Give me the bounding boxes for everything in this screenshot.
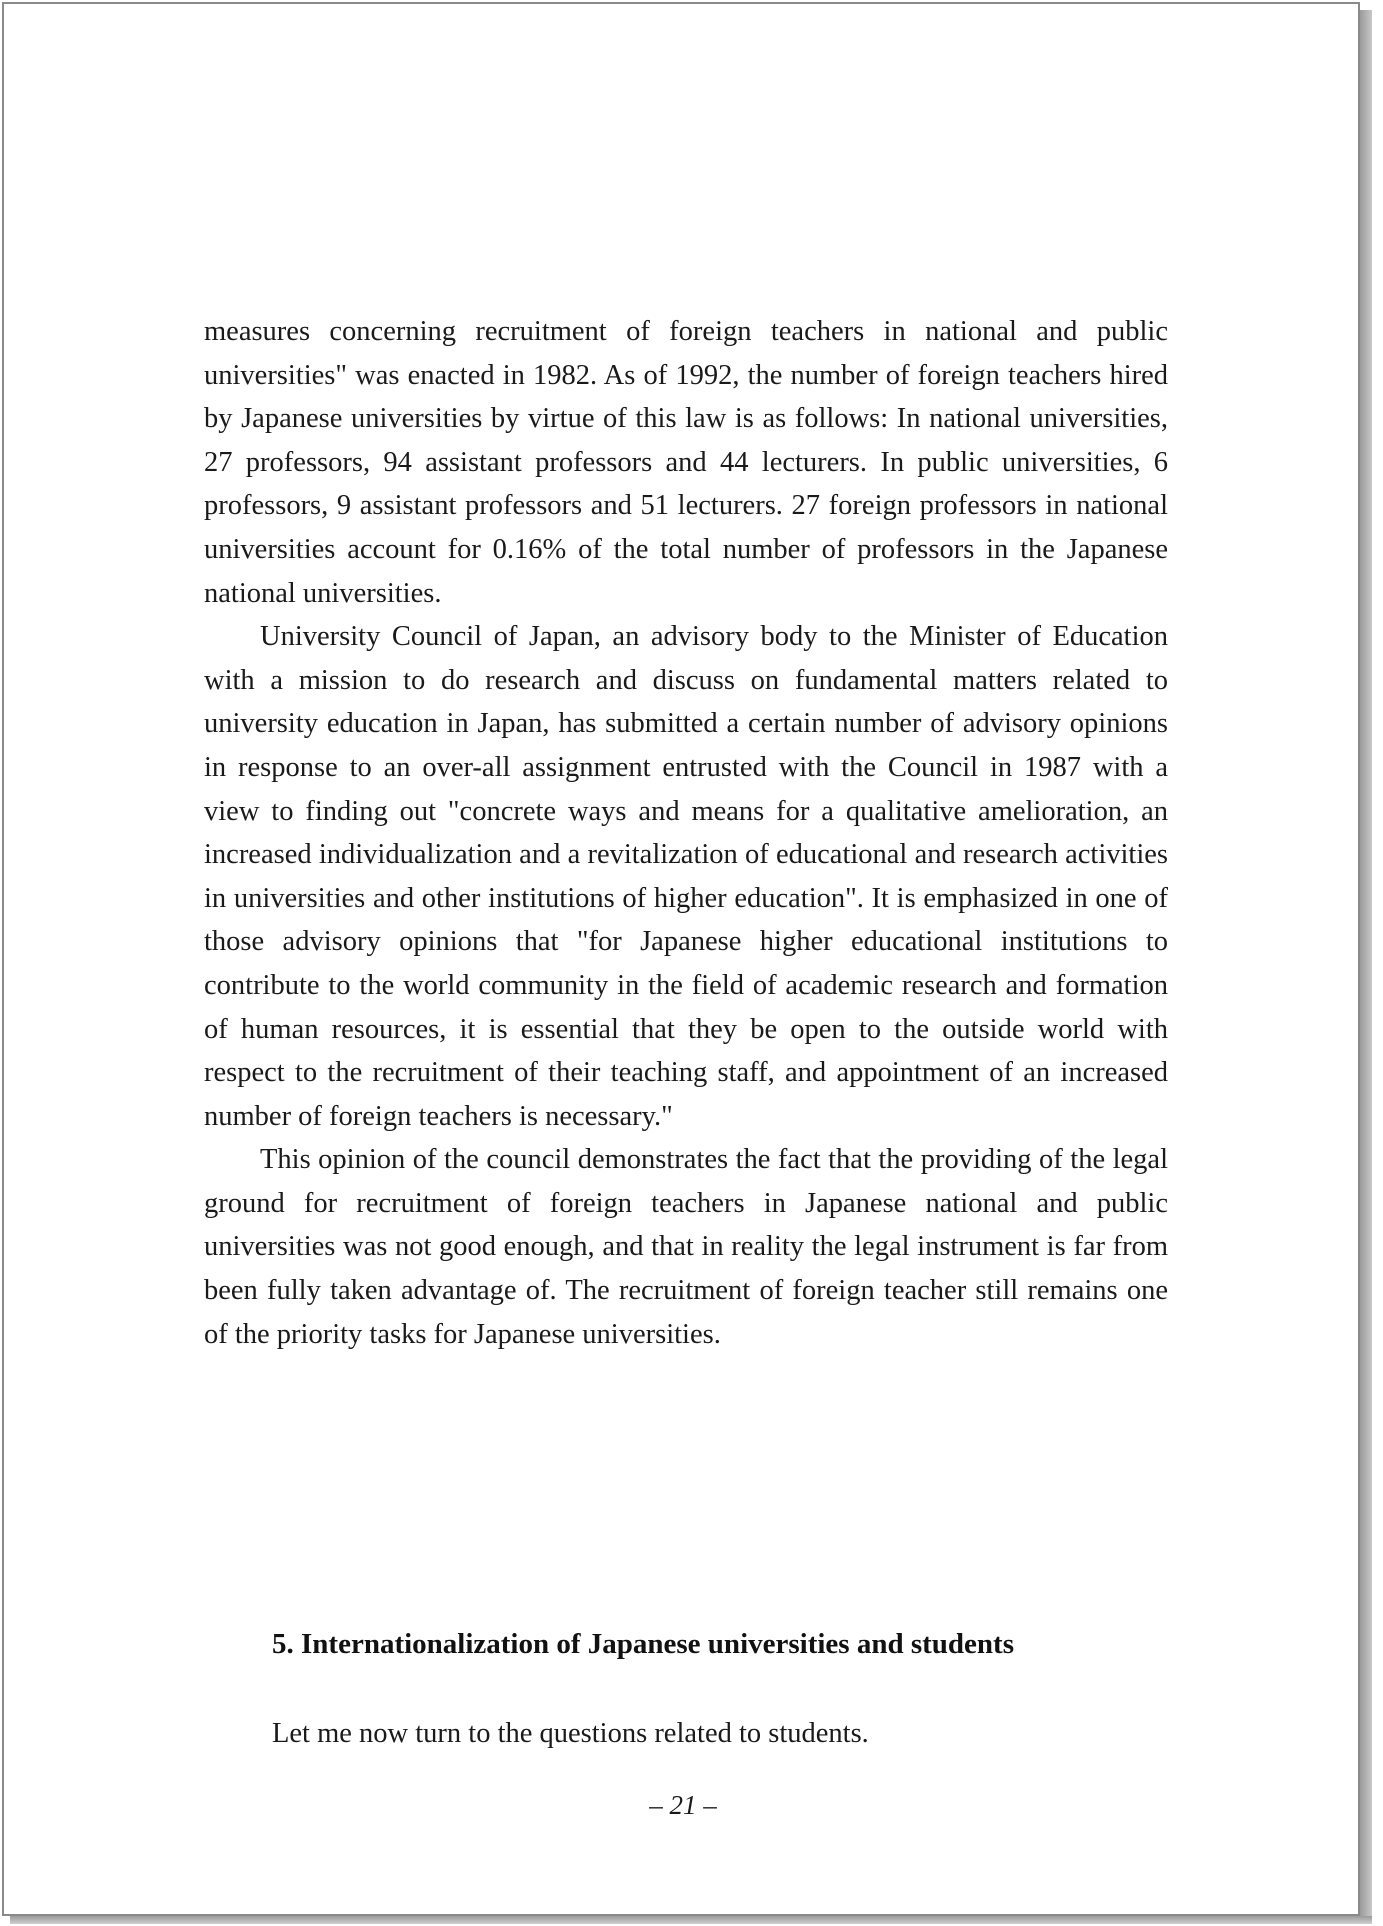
paragraph-university-council: University Council of Japan, an advisory body to the Minister of Education with a mission to do research and discuss on fundamental matters related to university education in Japan, has submitted a certain number of advisory opinions in response to an over-all assignment entrusted with the Council in 1987 with a view to finding out "concrete ways and means for a qualitative amelioration, an increased individualization and a revitalization of educational and research activities in universities and other institutions of higher education". It is emphasized in one of those advisory opinions that "for Japanese higher educational institutions to contribute to the world community in the field of academic research and formation of human resources, it is essential that they be open to the outside world with respect to the recruitment of their teaching staff, and appointment of an increased number of foreign teachers is necessary." bbox=[204, 621, 1168, 1132]
page-shadow-bottom bbox=[10, 1916, 1372, 1924]
paragraph-foreign-teachers-law: measures concerning recruitment of foreign teachers in national and public universities" was enacted in 1982. As of 1992, the number of foreign teachers hired by Japanese universities by virtue of this law is as follows: In national universities, 27 professors, 94 assistant professors and 44 lecturers. In public universities, 6 professors, 9 assistant professors and 51 lecturers. 27 foreign professors in national universities account for 0.16% of the total number of professors in the Japanese national universities. bbox=[204, 316, 1168, 609]
page-shadow-right bbox=[1360, 10, 1372, 1918]
paragraph-council-opinion: This opinion of the council demonstrates the fact that the providing of the legal ground for recruitment of foreign teachers in Japanese national and public universities was not good enough, and that in reality the legal instrument is far from been fully taken advantage of. The recruitment of foreign teacher still remains one of the priority tasks for Japanese universities. bbox=[204, 1144, 1168, 1350]
closing-line: Let me now turn to the questions related to students. bbox=[272, 1718, 869, 1749]
body-text bbox=[204, 310, 1168, 1356]
document-page bbox=[2, 2, 1360, 1916]
page-number: – 21 – bbox=[649, 1790, 717, 1820]
section-heading: 5. Internationalization of Japanese universities and students bbox=[272, 1628, 1014, 1660]
